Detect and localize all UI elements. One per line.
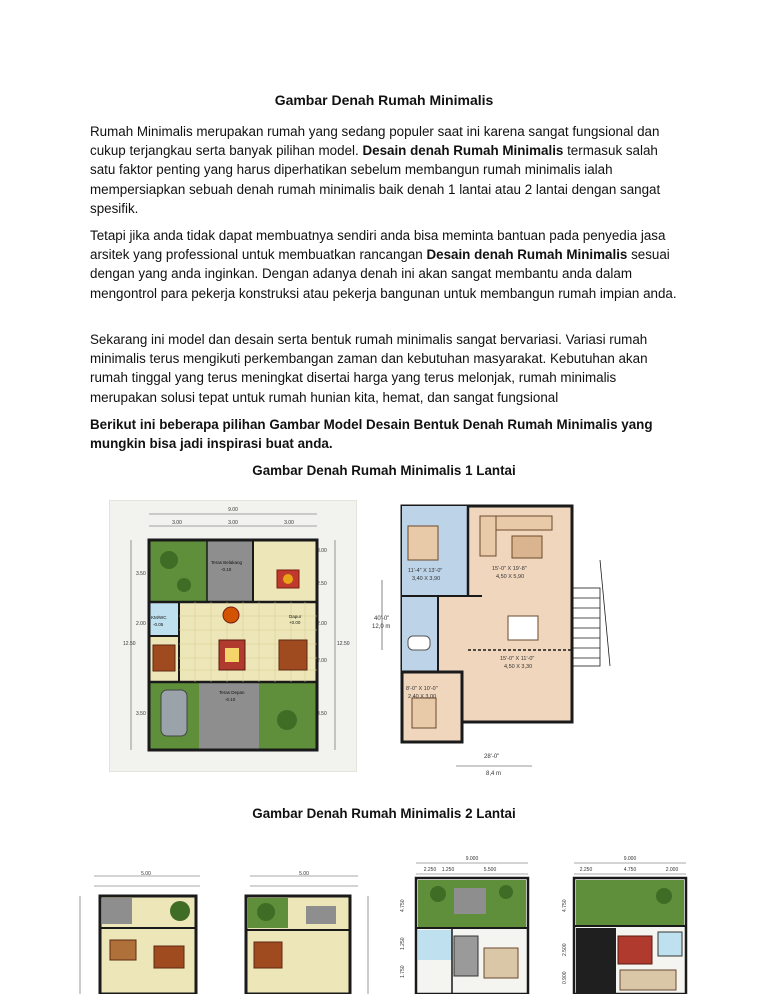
document-title: Gambar Denah Rumah Minimalis [274,92,494,108]
paragraph-1-part-1: Rumah Minimalis merupakan rumah yang sedang populer saat ini karena sangat fungsional dan cukup terjangkau serta banyak pilihan model. [90,124,660,159]
round-table-icon [223,607,239,623]
heading-1-lantai: Gambar Denah Rumah Minimalis 1 Lantai [252,463,516,478]
floor-plan-a [109,500,357,772]
plan-b-bedroom2-ft: 8'-0" X 10'-0" [406,686,438,692]
floor-plan-d [230,866,378,994]
garden-back [149,540,207,602]
plan-a-top-dim-1: 3.00 [172,520,182,526]
plan-e-total: 9.000 [465,856,479,862]
plan-e-top-dim-2: 1.250 [441,867,455,873]
plan-a-left-total: 12.50 [123,641,136,647]
paragraph-1-bold: Desain denah Rumah Minimalis [362,143,564,159]
label-teras-belakang-level: -0.10 [221,567,232,572]
label-teras-belakang: Teras Belakang [211,560,243,565]
floor-plan-e [398,852,546,994]
plan-a-right-dim-3: 2.00 [317,621,327,627]
plan-b-dining-m: 4,50 X 3,30 [504,664,533,670]
plan-a-left-dim-3: 3.50 [136,711,146,717]
plan-f-top-dim-3: 2.000 [665,867,679,873]
plan-a-right-total: 12.50 [337,641,350,647]
plan-f-top-dim-1: 2.250 [579,867,593,873]
paragraph-3 [90,330,684,407]
plan-b-width-ft: 28'-0" [484,754,500,760]
paragraph-3-text: Sekarang ini model dan desain serta bentuk rumah minimalis sangat bervariasi. Variasi rumah minimalis terus mengikuti perkembangan zaman dan kebutuhan masyarakat. Kebutuhan akan rumah tinggal yang terus meningkat disertai harga yang terus melonjak, rumah minimalis merupakan solusi tepat untuk rumah hunian kita, hemat, dan sangat fungsional [90,332,648,405]
plan-a-left-dim-2: 2.00 [136,621,146,627]
car-icon [161,690,187,736]
paragraph-2-part-1: Tetapi jika anda tidak dapat membuatnya sendiri anda bisa meminta bantuan pada penyedia jasa arsitek yang professional untuk membuatkan rancangan [90,228,666,263]
plan-f-stair-void [576,928,616,994]
label-teras-depan: Teras Depan [219,690,245,695]
plan-c-tree-icon [170,901,190,921]
plan-b-sofa-icon [480,516,496,556]
paragraph-1 [90,122,684,218]
plan-b-bedroom1-ft: 11'-4" X 13'-0" [408,568,443,574]
plan-a-right-dim-2: 2.50 [317,581,327,587]
label-km-wc-level: -0.05 [153,622,164,627]
plan-a-right-dim-1: 3.00 [317,548,327,554]
bed-right-icon [279,640,307,670]
plan-f-top-dim-2: 4.750 [623,867,637,873]
plan-b-dining-ft: 15'-0" X 11'-0" [500,656,535,662]
heading-2-lantai: Gambar Denah Rumah Minimalis 2 Lantai [252,806,516,821]
plan-d-tree-icon [257,903,275,921]
plan-b-bath [402,596,438,632]
plan-a-right-dim-5: 3.50 [317,711,327,717]
floor-plan-f [560,852,696,994]
plan-a-left-dim-1: 3.50 [136,571,146,577]
label-km-wc: KM/WC [151,615,167,620]
floor-plan-c [70,866,218,994]
plan-f-side-dim-3: 0.900 [562,971,568,984]
plan-b-depth-m: 12,0 m [372,624,391,630]
plan-a-right-dim-4: 2.00 [317,658,327,664]
paragraph-1-part-3: termasuk salah satu faktor penting yang harus diperhatikan sebelum membangun rumah minimalis ialah mempersiapkan sebuah denah rumah minimalis baik denah 1 lantai atau 2 lantai dengan sangat spesifik. [90,143,661,216]
label-dapur-level: +0.00 [289,620,301,625]
paragraph-4-text: Berikut ini beberapa pilihan Gambar Model Desain Bentuk Denah Rumah Minimalis yang mungkin bisa jadi inspirasi buat anda. [90,417,653,452]
plan-b-bedroom2-m: 2,40 X 3,00 [408,694,437,700]
plan-b-depth-ft: 40'-0" [374,616,390,622]
plan-d-top-dim: 5.00 [299,871,309,877]
plan-f-side-dim-2: 2.500 [562,943,568,956]
plan-b-living-m: 4,50 X 5,90 [496,574,525,580]
plan-a-total-width: 9.00 [228,507,238,513]
label-teras-depan-level: -0.10 [225,697,236,702]
plan-b-living-ft: 15'-0" X 19'-8" [492,566,527,572]
label-dapur: Dapur [289,614,302,619]
plan-e-top-dim-3: 5.500 [483,867,497,873]
plan-f-total: 9.000 [623,856,637,862]
bed-left-icon [153,645,175,671]
plan-e-side-dim-3: 1.750 [400,965,406,978]
plan-f-side-dim-1: 4.750 [562,899,568,912]
plan-e-side-dim-1: 4.750 [400,899,406,912]
paragraph-2-bold: Desain denah Rumah Minimalis [426,247,628,263]
plan-b-dining-table-icon [508,616,538,640]
paragraph-4 [90,415,684,453]
plan-b-width-m: 8,4 m [486,771,502,777]
paragraph-2 [90,226,684,303]
plan-a-top-dim-3: 3.00 [284,520,294,526]
plan-b-tub-icon [408,636,430,650]
floor-plan-b [372,500,618,778]
plan-e-side-dim-2: 1.250 [400,937,406,950]
plan-b-bed-icon [408,526,438,560]
paragraph-2-part-3: sesuai dengan yang anda inginkan. Dengan adanya denah ini akan sangat membantu anda dalam mengontrol para pekerja konstruksi atau pekerja bangunan untuk membangun rumah impian anda. [90,247,677,301]
plan-b-bedroom1-m: 3,40 X 3,90 [412,576,441,582]
plan-e-top-dim-1: 2.250 [423,867,437,873]
plan-c-top-dim: 5.00 [141,871,151,877]
plan-a-top-dim-2: 3.00 [228,520,238,526]
